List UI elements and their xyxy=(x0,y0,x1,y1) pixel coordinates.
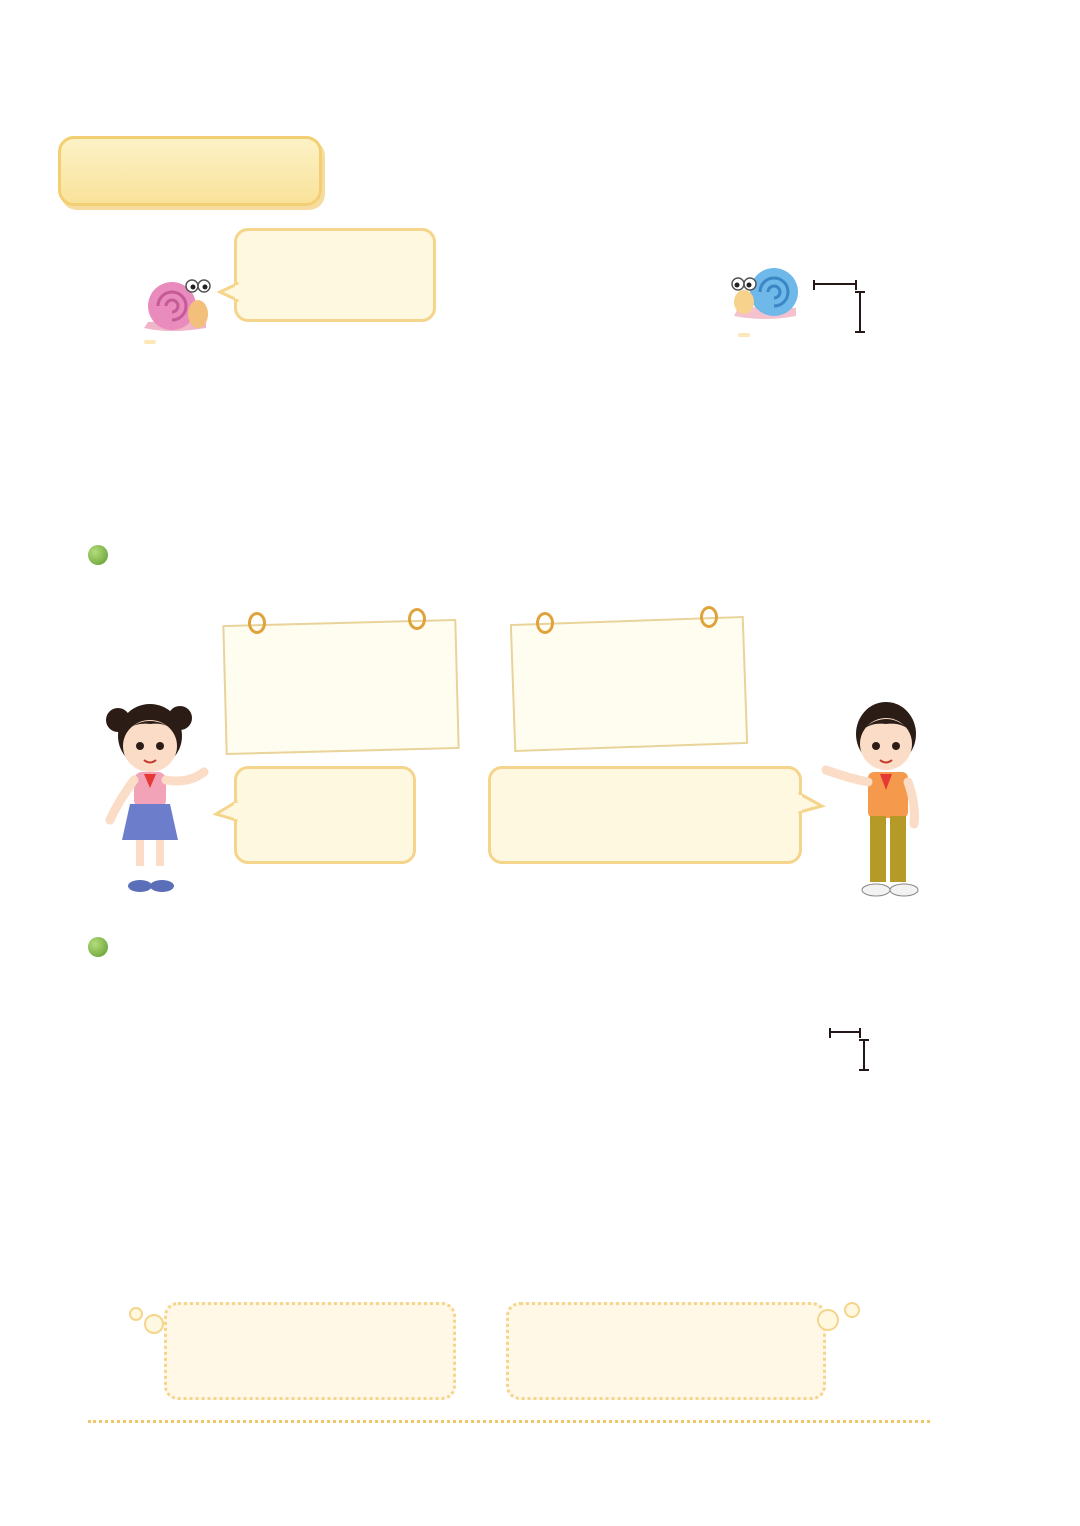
girl-speech-bubble xyxy=(234,766,416,864)
thought-dots-left-icon xyxy=(128,1306,168,1336)
hint-bubble-left xyxy=(164,1302,456,1400)
note-doudou-line1 xyxy=(245,632,435,637)
scale-bracket-top xyxy=(812,280,872,340)
footer-divider xyxy=(88,1420,930,1423)
boy-speech-bubble xyxy=(488,766,802,864)
bubble-tail-top xyxy=(218,282,240,302)
bullet-icon xyxy=(88,937,108,957)
snail-dingding-icon xyxy=(728,262,802,324)
snail-doudou-icon xyxy=(140,276,212,336)
note-dingding xyxy=(510,616,748,752)
note-ring-icon xyxy=(248,612,266,634)
note-ring-icon xyxy=(536,612,554,634)
bullet-icon xyxy=(88,545,108,565)
note-dingding-line1 xyxy=(532,629,722,636)
note-ring-icon xyxy=(408,608,426,630)
question-2 xyxy=(88,934,112,964)
bubble-tail-girl xyxy=(214,800,238,822)
thought-dots-right-icon xyxy=(814,1300,864,1334)
boy-character-icon xyxy=(820,696,930,906)
scale-bracket-bottom xyxy=(828,1028,878,1076)
drawing-grid[interactable] xyxy=(132,1040,860,1280)
note-ring-icon xyxy=(700,606,718,628)
bubble-tail-boy xyxy=(798,792,824,814)
title-badge xyxy=(58,136,322,206)
hint-bubble-right xyxy=(506,1302,826,1400)
note-doudou xyxy=(222,619,459,755)
girl-character-icon xyxy=(96,692,216,902)
top-speech-bubble xyxy=(234,228,436,322)
snail-dingding-label xyxy=(738,333,750,337)
snail-doudou-label xyxy=(144,340,156,344)
note-dingding-line2 xyxy=(532,629,722,636)
question-1 xyxy=(88,542,112,572)
note-doudou-line2 xyxy=(245,632,435,637)
